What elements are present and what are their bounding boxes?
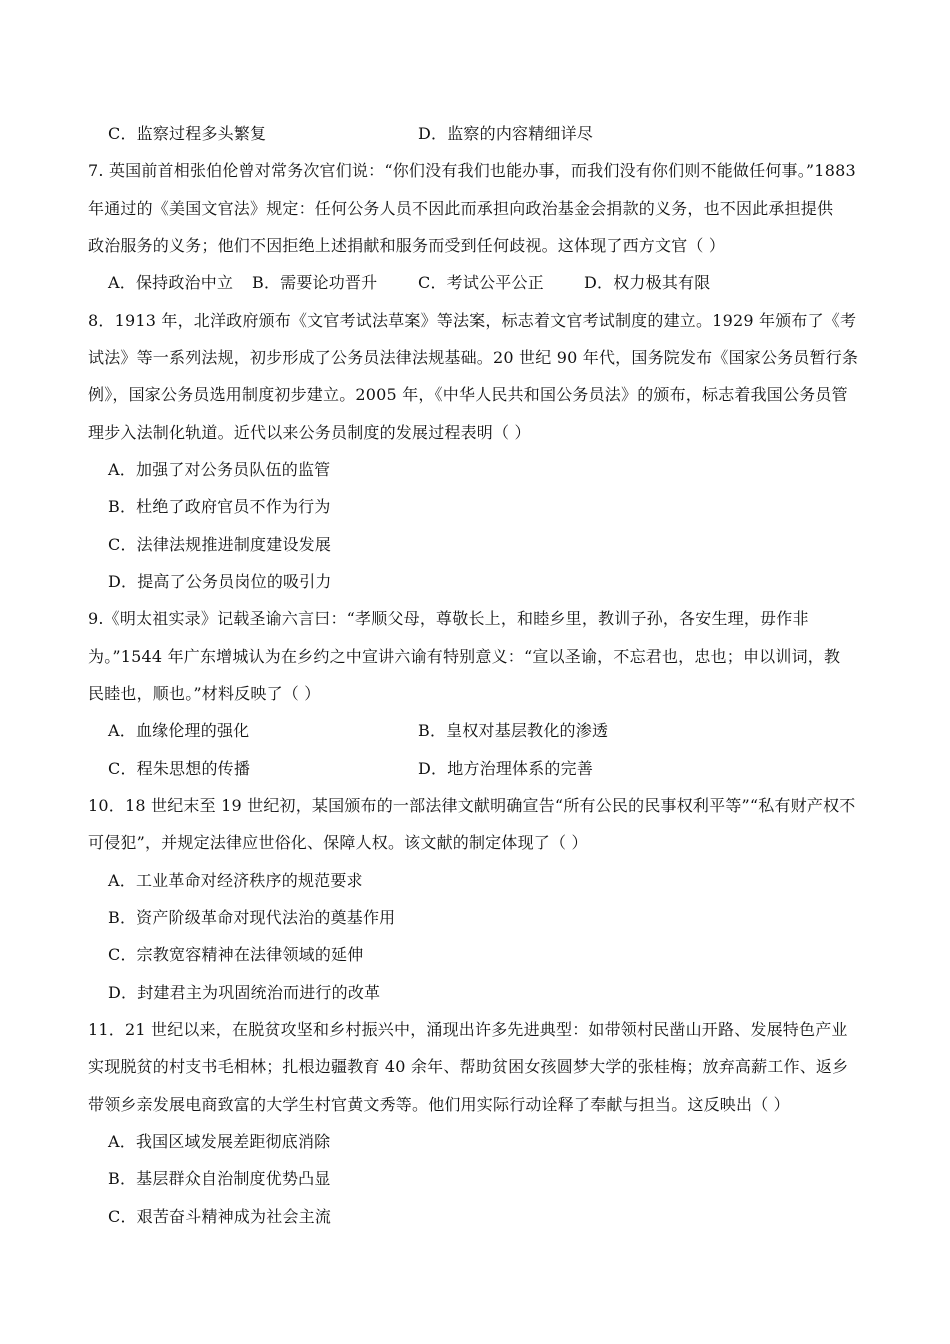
q10-option-d: D．封建君主为巩固统治而进行的改革 <box>108 983 381 1002</box>
q6-option-c: C．监察过程多头繁复 <box>108 124 267 143</box>
q9-stem-line-2: 为。”1544 年广东增城认为在乡约之中宣讲六谕有特别意义：“宣以圣谕，不忘君也，忠也；申以训词，教 <box>88 647 841 666</box>
q6-option-d: D．监察的内容精细详尽 <box>418 124 594 143</box>
q8-stem-line-3: 例》，国家公务员选用制度初步建立。2005 年，《中华人民共和国公务员法》的颁布，标志着我国公务员管 <box>88 385 848 404</box>
q9-option-d: D．地方治理体系的完善 <box>418 759 594 778</box>
q7-stem-line-3: 政治服务的义务；他们不因拒绝上述捐献和服务而受到任何歧视。这体现了西方文官（ ） <box>88 236 726 255</box>
q11-option-b: B．基层群众自治制度优势凸显 <box>108 1169 331 1188</box>
q8-stem-line-2: 试法》等一系列法规，初步形成了公务员法律法规基础。20 世纪 90 年代，国务院发布《国家公务员暂行条 <box>88 348 859 367</box>
q8-stem-line-4: 理步入法制化轨道。近代以来公务员制度的发展过程表明（ ） <box>88 423 531 442</box>
q7-stem-line-2: 年通过的《美国文官法》规定：任何公务人员不因此而承担向政治基金会捐款的义务，也不因此承担提供 <box>88 199 834 218</box>
q9-stem-line-3: 民睦也，顺也。”材料反映了（ ） <box>88 684 321 703</box>
q10-stem-line-1: 10．18 世纪末至 19 世纪初，某国颁布的一部法律文献明确宣告“所有公民的民事权利平等”“私有财产权不 <box>88 796 856 815</box>
q9-option-c: C．程朱思想的传播 <box>108 759 251 778</box>
q7-stem-line-1: 7. 英国前首相张伯伦曾对常务次官们说：“你们没有我们也能办事，而我们没有你们则不能做任何事。”1883 <box>88 161 856 180</box>
q9-stem-line-1: 9.《明太祖实录》记载圣谕六言曰：“孝顺父母，尊敬长上，和睦乡里，教训子孙，各安生理，毋作非 <box>88 609 809 628</box>
q9-option-a: A．血缘伦理的强化 <box>108 721 250 740</box>
q7-option-c: C．考试公平公正 <box>418 273 544 292</box>
q10-option-c: C．宗教宽容精神在法律领域的延伸 <box>108 945 364 964</box>
q11-option-a: A．我国区域发展差距彻底消除 <box>108 1132 331 1151</box>
q11-stem-line-1: 11．21 世纪以来，在脱贫攻坚和乡村振兴中，涌现出许多先进典型：如带领村民凿山开路、发展特色产业 <box>88 1020 848 1039</box>
q10-stem-line-2: 可侵犯”，并规定法律应世俗化、保障人权。该文献的制定体现了（ ） <box>88 833 588 852</box>
q11-stem-line-2: 实现脱贫的村支书毛相林；扎根边疆教育 40 余年、帮助贫困女孩圆梦大学的张桂梅；放弃高薪工作、返乡 <box>88 1057 849 1076</box>
q8-option-a: A．加强了对公务员队伍的监管 <box>108 460 331 479</box>
q11-option-c: C．艰苦奋斗精神成为社会主流 <box>108 1207 332 1226</box>
q8-option-d: D．提高了公务员岗位的吸引力 <box>108 572 332 591</box>
q7-option-d: D．权力极其有限 <box>584 273 711 292</box>
q7-option-a: A．保持政治中立 <box>108 273 234 292</box>
q11-stem-line-3: 带领乡亲发展电商致富的大学生村官黄文秀等。他们用实际行动诠释了奉献与担当。这反映出（ ） <box>88 1095 790 1114</box>
q10-option-a: A．工业革命对经济秩序的规范要求 <box>108 871 363 890</box>
q7-option-b: B．需要论功晋升 <box>252 273 378 292</box>
q10-option-b: B．资产阶级革命对现代法治的奠基作用 <box>108 908 396 927</box>
q8-option-c: C．法律法规推进制度建设发展 <box>108 535 332 554</box>
q9-option-b: B．皇权对基层教化的渗透 <box>418 721 609 740</box>
q8-option-b: B．杜绝了政府官员不作为行为 <box>108 497 331 516</box>
q8-stem-line-1: 8．1913 年，北洋政府颁布《文官考试法草案》等法案，标志着文官考试制度的建立。1929 年颁布了《考 <box>88 311 857 330</box>
